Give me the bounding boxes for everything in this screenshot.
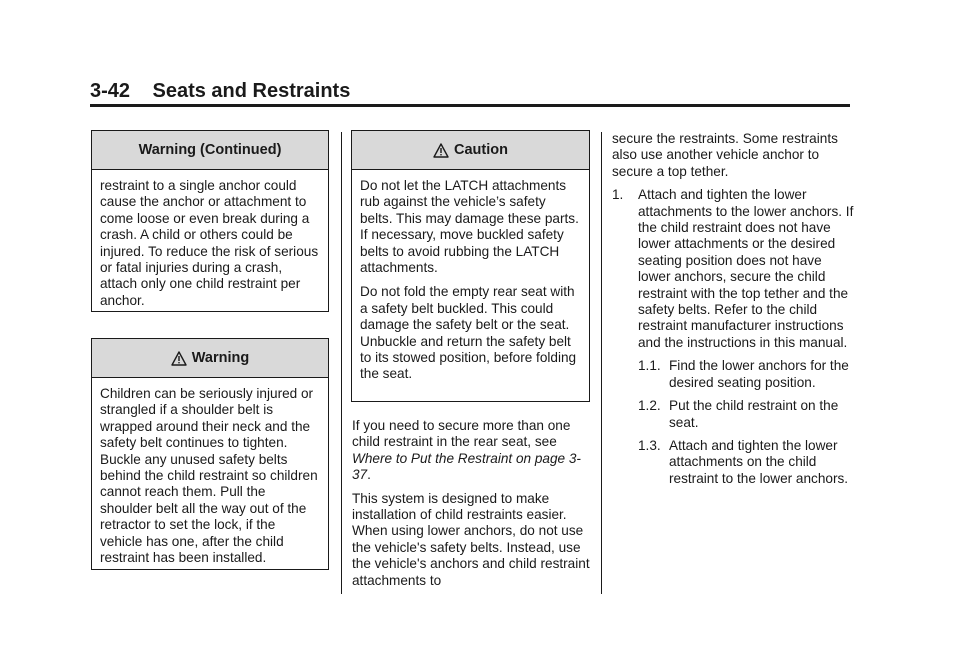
step-1-number: 1.	[612, 187, 624, 203]
warning-title: Warning	[191, 350, 250, 366]
caution-box	[351, 130, 590, 402]
warning-continued-text: restraint to a single anchor could cause the anchor or attachment to come loose or even break during a crash. A child or others could be injured. To reduce the risk of serious or fatal injuries during a crash, attach only one child restraint per anchor.	[100, 178, 319, 308]
header-rule	[90, 104, 850, 107]
section-title: Seats and Restraints	[152, 80, 351, 102]
warning-header	[92, 339, 328, 378]
page-number: 3-42	[90, 80, 131, 102]
step-1-text: Attach and tighten the lower attachments to the lower anchors. If the child restraint does not have lower attachments or the desired seating position does not have lower anchors, secure the child restraint with the top tether and the safety belts. Refer to the child restraint manufacturer instructions and the instructions in this manual.	[638, 187, 854, 350]
caution-paragraph-1: Do not let the LATCH attachments rub against the vehicle’s safety belts. This may damage these parts. If necessary, move buckled safety belts to avoid rubbing the LATCH attachments.	[360, 178, 579, 276]
warning-continued-box	[91, 130, 329, 312]
substep-1-1	[612, 358, 854, 391]
caution-title: Caution	[454, 142, 508, 158]
step-1	[612, 187, 854, 351]
warning-icon	[171, 351, 187, 366]
middle-body	[352, 418, 590, 596]
substep-1-2-text: Put the child restraint on the seat.	[669, 398, 839, 430]
substep-1-3-number: 1.3.	[638, 437, 661, 453]
cross-reference-link[interactable]: Where to Put the Restraint on page 3-37	[352, 450, 581, 483]
substep-1-1-text: Find the lower anchors for the desired seating position.	[669, 358, 849, 390]
paragraph-multiple-restraints	[352, 418, 590, 484]
paragraph-end-period: .	[367, 467, 371, 483]
warning-continued-title: Warning (Continued)	[92, 131, 328, 170]
page-header	[90, 80, 850, 103]
warning-box	[91, 338, 329, 570]
caution-icon	[433, 143, 449, 158]
caution-header	[352, 131, 589, 170]
substep-1-2	[612, 398, 854, 431]
substep-1-3	[612, 438, 854, 487]
paragraph-intro: secure the restraints. Some restraints also use another vehicle anchor to secure a top tether.	[612, 131, 838, 179]
column-divider-1	[341, 132, 342, 594]
right-body	[612, 131, 854, 494]
substep-1-1-number: 1.1.	[638, 358, 661, 374]
warning-text: Children can be seriously injured or strangled if a shoulder belt is wrapped around their neck and the safety belt continues to tighten. Buckle any unused safety belts behind the child restraint so children cannot reach them. Pull the shoulder belt all the way out of the retractor to set the lock, if the vehicle has one, after the child restraint has been installed.	[100, 386, 318, 566]
substep-1-2-number: 1.2.	[638, 398, 661, 414]
substep-1-3-text: Attach and tighten the lower attachments on the child restraint to the lower anchors.	[669, 437, 849, 486]
caution-paragraph-2: Do not fold the empty rear seat with a safety belt buckled. This could damage the safety belt or the seat. Unbuckle and return the safety belt to its stowed position, before folding the seat.	[360, 284, 577, 382]
column-divider-2	[601, 132, 602, 594]
paragraph-multiple-restraints-text: If you need to secure more than one child restraint in the rear seat, see	[352, 418, 571, 450]
paragraph-system-design: This system is designed to make installation of child restraints easier. When using lower anchors, do not use the vehicle's safety belts. Instead, use the vehicle's anchors and child restraint attachments to	[352, 490, 590, 588]
